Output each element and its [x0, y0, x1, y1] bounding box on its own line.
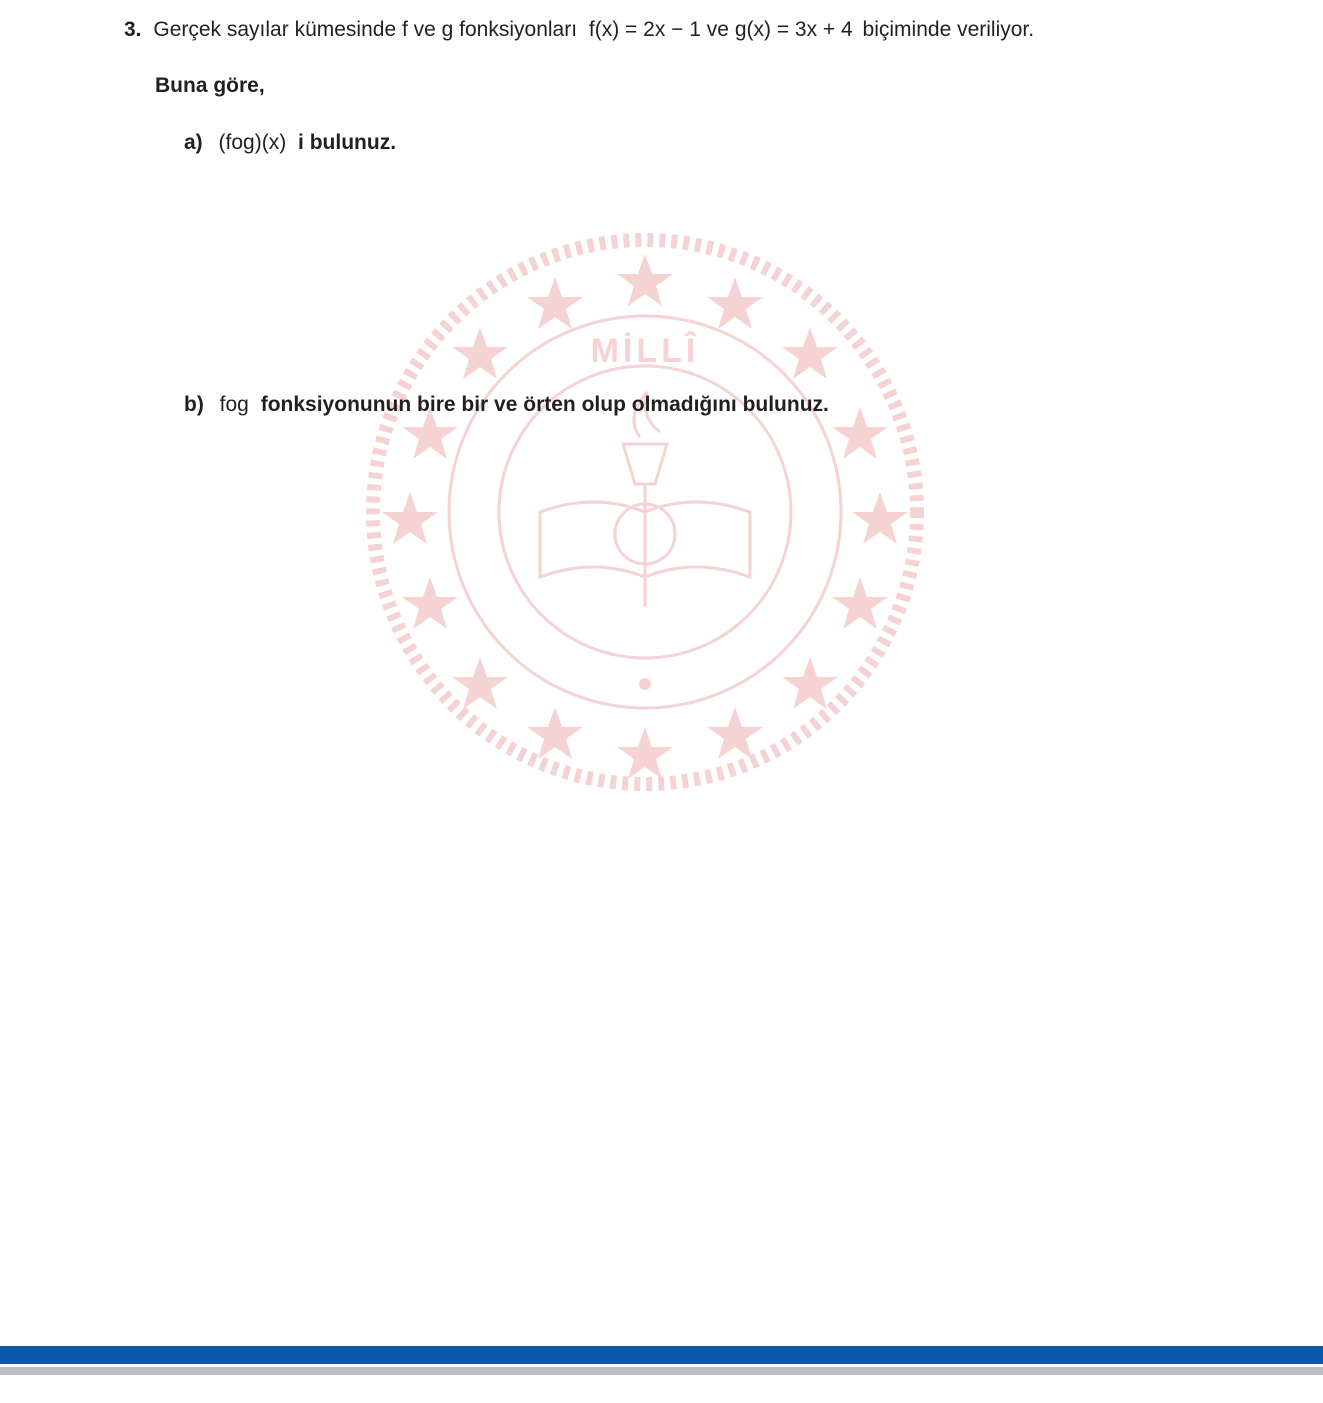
- part-a: [184, 130, 396, 156]
- ministry-seal-watermark: [355, 222, 935, 802]
- part-b-expression: fog: [219, 393, 249, 416]
- svg-text:MİLLÎ: MİLLÎ: [590, 332, 700, 370]
- part-a-text: i bulunuz.: [298, 131, 397, 154]
- part-b-text: fonksiyonunun bire bir ve örten olup olmadığını bulunuz.: [260, 393, 829, 416]
- part-a-label: a): [184, 131, 203, 154]
- question-intro: Gerçek sayılar kümesinde f ve g fonksiyonları: [153, 18, 578, 41]
- connector-text: ve: [706, 18, 729, 41]
- question-line: [124, 17, 1034, 43]
- question-intro-end: biçiminde veriliyor.: [862, 18, 1035, 41]
- question-number: 3.: [124, 18, 142, 41]
- part-b: [184, 392, 829, 418]
- part-a-expression: (fog)(x): [218, 131, 287, 154]
- g-definition: g(x) = 3x + 4: [734, 18, 853, 41]
- part-b-label: b): [184, 393, 204, 416]
- lead-text: Buna göre,: [155, 74, 265, 97]
- footer-gray-bar: [0, 1367, 1323, 1375]
- footer-blue-bar: [0, 1346, 1323, 1364]
- f-definition: f(x) = 2x − 1: [588, 18, 701, 41]
